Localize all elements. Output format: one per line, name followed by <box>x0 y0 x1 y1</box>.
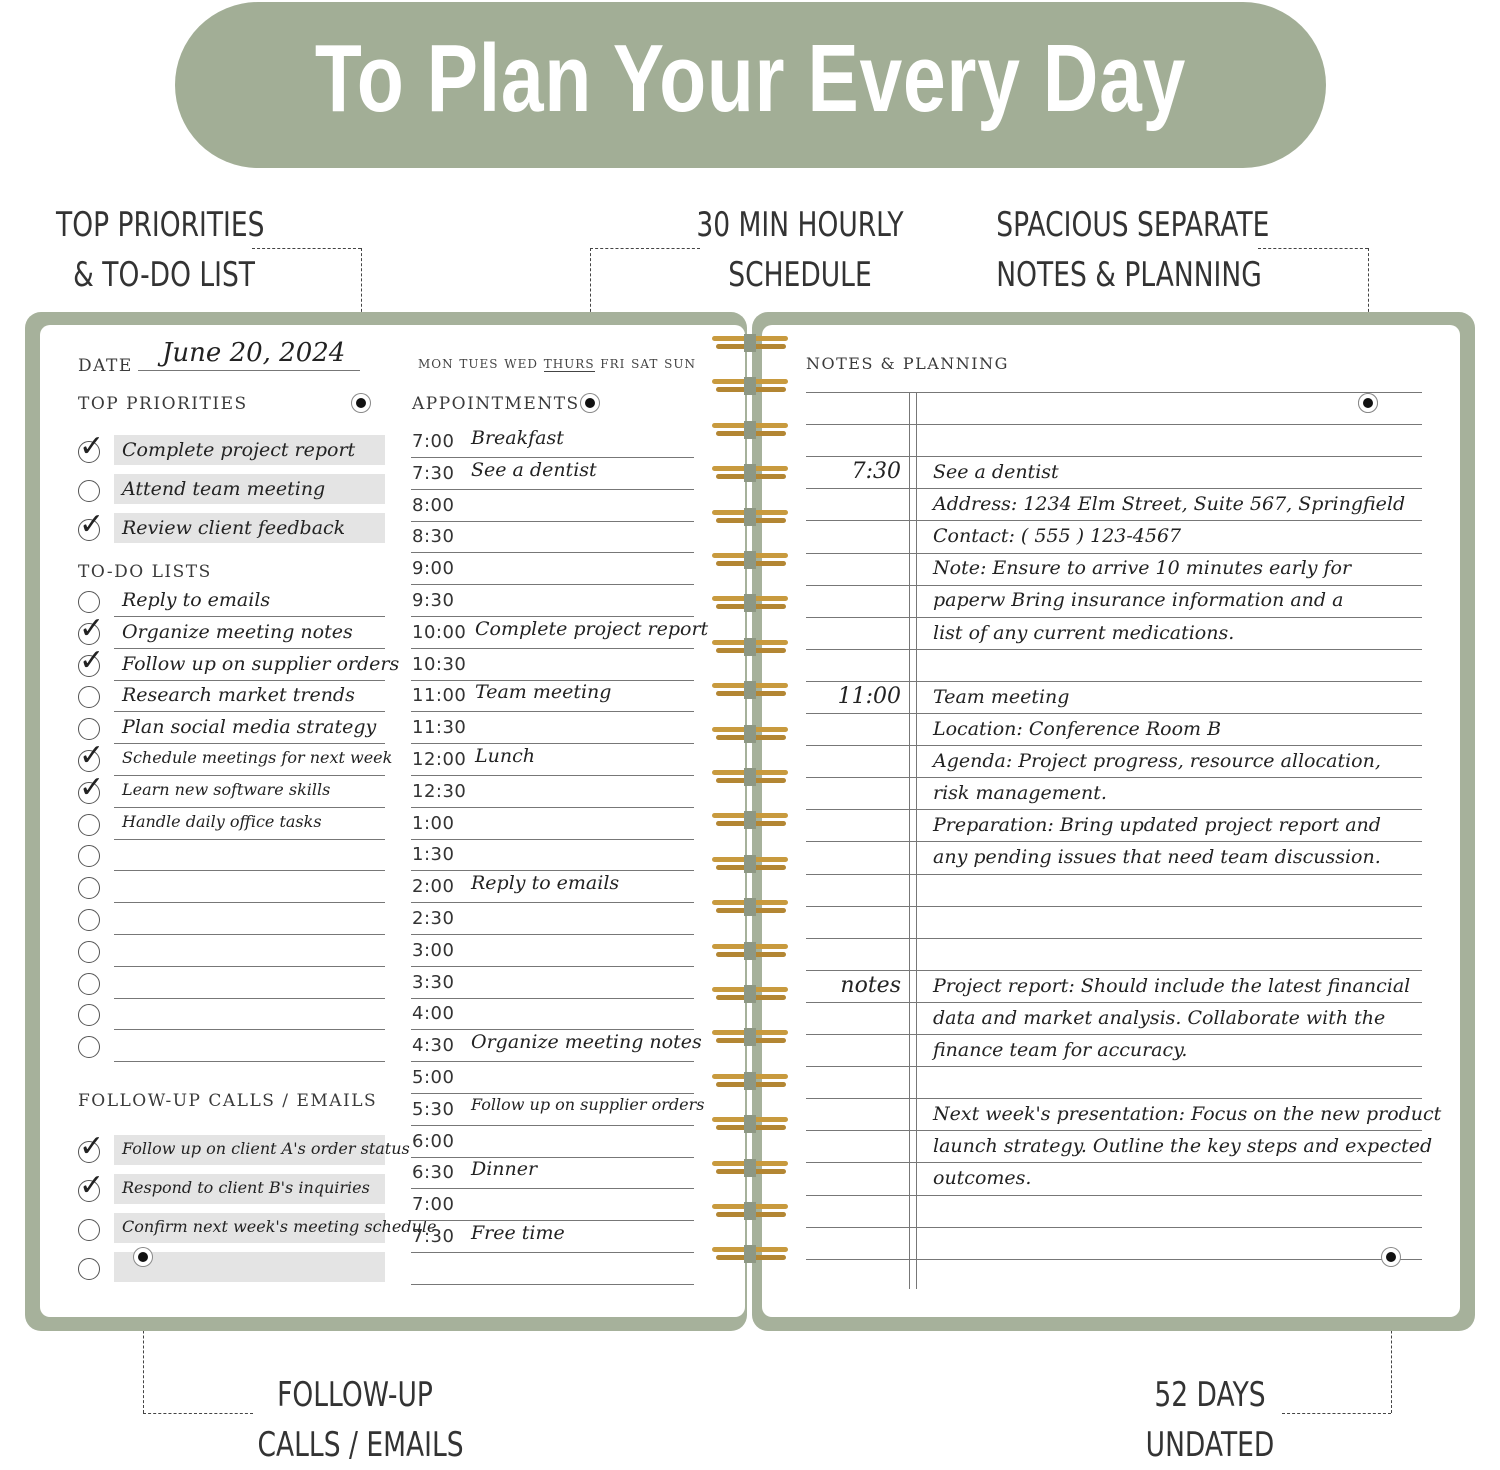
appointment-time: 1:30 <box>412 844 455 866</box>
appointment-row[interactable] <box>411 584 694 617</box>
notes-line <box>806 520 1422 521</box>
spiral-ring-icon <box>712 640 788 655</box>
appointment-time: 7:00 <box>412 431 455 452</box>
callout-line: TOP PRIORITIES <box>56 205 265 245</box>
empty-circle-icon[interactable] <box>78 1258 100 1280</box>
checklist-row[interactable] <box>78 642 400 681</box>
date-value[interactable]: June 20, 2024 <box>162 338 346 368</box>
checklist-text[interactable]: Review client feedback <box>122 517 346 539</box>
margin-line <box>909 392 910 1289</box>
appointment-time: 5:30 <box>412 1098 455 1120</box>
notes-line <box>806 1098 1422 1099</box>
appointment-entry[interactable]: See a dentist <box>471 458 597 481</box>
dot-marker-icon <box>134 1248 152 1266</box>
day-mon[interactable]: MON <box>418 357 454 371</box>
appointment-time: 2:30 <box>412 908 455 929</box>
appointment-row[interactable] <box>411 552 694 585</box>
spiral-ring-icon <box>712 813 788 828</box>
appointments-label: APPOINTMENTS <box>412 394 580 414</box>
leader-line <box>252 248 361 249</box>
empty-circle-icon[interactable] <box>78 1036 100 1058</box>
day-thurs[interactable]: THURS <box>543 357 595 371</box>
checklist-row[interactable] <box>78 1168 385 1206</box>
notes-text[interactable]: Address: 1234 Elm Street, Suite 567, Springfield <box>933 493 1406 516</box>
appointment-row[interactable] <box>411 648 694 681</box>
appointment-row[interactable] <box>411 457 694 490</box>
appointment-time: 6:30 <box>412 1162 455 1184</box>
dot-marker-icon <box>1382 1248 1400 1266</box>
checklist-row[interactable] <box>78 507 385 545</box>
appointment-entry[interactable]: Free time <box>471 1222 565 1244</box>
checklist-text[interactable]: Organize meeting notes <box>122 620 353 643</box>
notes-line <box>806 1130 1422 1131</box>
appointment-time: 3:00 <box>412 939 455 961</box>
spiral-ring-icon <box>712 553 788 568</box>
callout-line: NOTES & PLANNING <box>996 255 1262 295</box>
appointment-row[interactable] <box>411 902 694 935</box>
checklist-text[interactable]: Learn new software skills <box>122 779 331 799</box>
appointment-time: 6:00 <box>412 1130 455 1152</box>
dot-marker-icon <box>581 394 599 412</box>
checkmark-icon: ✓ <box>79 738 105 773</box>
checkmark-icon: ✓ <box>79 507 105 542</box>
appointment-entry[interactable]: Organize meeting notes <box>471 1031 702 1054</box>
appointment-time: 9:30 <box>412 590 455 611</box>
appointment-entry[interactable]: Follow up on supplier orders <box>471 1094 705 1114</box>
empty-circle-icon[interactable] <box>78 686 100 708</box>
notes-line <box>806 456 1422 457</box>
checklist-text[interactable]: Respond to client B's inquiries <box>122 1178 370 1197</box>
checkmark-icon: ✓ <box>79 610 105 646</box>
appointment-row[interactable] <box>411 807 694 840</box>
notes-line <box>806 488 1422 489</box>
leader-line <box>143 1413 253 1414</box>
notes-line <box>806 777 1422 778</box>
notes-line <box>806 841 1422 842</box>
spiral-ring-icon <box>712 683 788 698</box>
appointment-row[interactable] <box>411 997 694 1030</box>
empty-circle-icon[interactable] <box>78 877 100 899</box>
date-label: DATE <box>78 356 133 376</box>
spiral-ring-icon <box>712 1030 788 1045</box>
appointment-row[interactable] <box>411 616 709 649</box>
checklist-text[interactable]: Schedule meetings for next week <box>122 748 393 767</box>
appointment-row[interactable] <box>411 679 694 712</box>
checklist-text[interactable]: Reply to emails <box>122 589 271 611</box>
checklist-text[interactable]: Complete project report <box>122 439 356 461</box>
notes-time: notes <box>840 972 901 998</box>
empty-circle-icon[interactable] <box>78 814 100 836</box>
followup-label: FOLLOW-UP CALLS / EMAILS <box>78 1091 378 1111</box>
notes-time: 7:30 <box>851 459 901 484</box>
appointment-row[interactable] <box>411 1156 694 1189</box>
notes-text[interactable]: Contact: ( 555 ) 123-4567 <box>933 525 1182 548</box>
appointment-row[interactable] <box>411 743 694 776</box>
appointment-row[interactable] <box>411 775 694 808</box>
checklist-text[interactable]: Plan social media strategy <box>122 716 377 739</box>
notes-line <box>806 938 1422 939</box>
notes-line <box>806 392 1422 393</box>
notes-line <box>806 681 1422 682</box>
checklist-row[interactable] <box>78 967 385 999</box>
date-line <box>138 370 360 371</box>
appointment-time: 11:00 <box>412 685 467 707</box>
notes-line <box>806 1034 1422 1035</box>
checklist-row[interactable] <box>78 610 385 649</box>
weekday-selector <box>418 357 696 372</box>
appointment-time: 12:30 <box>412 780 467 802</box>
empty-circle-icon[interactable] <box>78 480 100 502</box>
checklist-row[interactable] <box>78 808 385 840</box>
callout-line: CALLS / EMAILS <box>257 1425 464 1465</box>
appointment-row[interactable] <box>411 1125 694 1158</box>
highlight-box <box>114 1252 385 1282</box>
checklist-row[interactable] <box>78 680 385 712</box>
appointment-row[interactable] <box>411 1220 694 1253</box>
empty-circle-icon[interactable] <box>78 591 100 613</box>
spiral-ring-icon <box>712 900 788 915</box>
notes-line <box>806 874 1422 875</box>
top-priorities-label: TOP PRIORITIES <box>78 394 248 414</box>
empty-circle-icon[interactable] <box>78 1219 100 1241</box>
spiral-ring-icon <box>712 1247 788 1262</box>
appointment-time: 10:00 <box>412 621 467 643</box>
appointment-time: 2:00 <box>412 876 455 898</box>
notes-line <box>806 809 1422 810</box>
checklist-row[interactable] <box>78 1129 410 1167</box>
notes-text[interactable]: Note: Ensure to arrive 10 minutes early for <box>933 557 1352 580</box>
appointment-row[interactable] <box>411 838 694 871</box>
callout-line: UNDATED <box>1145 1425 1275 1465</box>
appointment-row[interactable] <box>411 1061 694 1094</box>
appointment-time: 9:00 <box>412 558 455 580</box>
write-line <box>114 1061 385 1062</box>
notes-label: NOTES & PLANNING <box>806 354 1009 373</box>
checklist-row[interactable] <box>78 998 385 1030</box>
checkmark-icon: ✓ <box>79 429 105 464</box>
appointment-row[interactable] <box>411 520 694 553</box>
appointment-time: 7:30 <box>412 1226 455 1247</box>
appointment-entry[interactable]: Breakfast <box>471 427 564 449</box>
notes-text[interactable]: Preparation: Bring updated project report and <box>933 814 1381 837</box>
callout-followup <box>257 1370 464 1470</box>
spiral-ring-icon <box>712 857 788 872</box>
leader-line <box>590 248 700 249</box>
dot-marker-icon <box>1359 394 1377 412</box>
notes-text[interactable]: Agenda: Project progress, resource allocation, <box>933 749 1381 772</box>
spiral-ring-icon <box>712 987 788 1002</box>
appointment-entry[interactable]: Dinner <box>471 1158 538 1181</box>
appointment-row[interactable] <box>411 934 694 967</box>
notes-line <box>806 1162 1422 1163</box>
notes-text[interactable]: Location: Conference Room B <box>933 717 1222 740</box>
notes-text[interactable]: See a dentist <box>933 461 1059 483</box>
appointment-entry[interactable]: Team meeting <box>475 681 612 704</box>
leader-line <box>1258 248 1368 249</box>
notes-text[interactable]: Next week's presentation: Focus on the new product <box>933 1103 1442 1125</box>
checklist-row[interactable] <box>78 839 385 871</box>
appointment-entry[interactable]: Lunch <box>475 745 535 767</box>
notes-text[interactable]: risk management. <box>933 782 1107 804</box>
callout-line: & TO-DO LIST <box>73 255 256 295</box>
checklist-text[interactable]: Follow up on client A's order status <box>122 1139 410 1158</box>
checklist-text[interactable]: Confirm next week's meeting schedule <box>122 1217 437 1236</box>
appointment-row[interactable] <box>411 425 694 458</box>
notes-line <box>806 553 1422 554</box>
spiral-ring-icon <box>712 770 788 785</box>
empty-circle-icon[interactable] <box>78 909 100 931</box>
notes-time: 11:00 <box>837 683 901 709</box>
notes-line <box>806 1002 1422 1003</box>
empty-circle-icon[interactable] <box>78 718 100 740</box>
spiral-ring-icon <box>712 1074 788 1089</box>
notes-text[interactable]: launch strategy. Outline the key steps and expected <box>933 1135 1433 1158</box>
spiral-ring-icon <box>712 944 788 959</box>
notes-line <box>806 1066 1422 1067</box>
empty-circle-icon[interactable] <box>78 845 100 867</box>
appointment-row[interactable] <box>411 1188 694 1221</box>
checklist-row[interactable] <box>78 871 385 903</box>
callout-line: FOLLOW-UP <box>277 1375 433 1415</box>
notes-text[interactable]: finance team for accuracy. <box>933 1038 1188 1061</box>
notes-line <box>806 649 1422 650</box>
checklist-row[interactable] <box>78 712 385 744</box>
checkmark-icon: ✓ <box>79 642 105 678</box>
appointment-time: 1:00 <box>412 812 455 834</box>
spiral-ring-icon <box>712 727 788 742</box>
dot-marker-icon <box>352 394 370 412</box>
todo-label: TO-DO LISTS <box>78 562 212 582</box>
notes-line <box>806 585 1422 586</box>
notes-text[interactable]: Team meeting <box>933 685 1070 708</box>
appointment-row[interactable] <box>411 489 694 522</box>
appointment-time: 7:30 <box>412 462 455 484</box>
appointment-row[interactable] <box>411 966 694 999</box>
notes-line <box>806 1259 1422 1260</box>
callout-line: SPACIOUS SEPARATE <box>996 205 1270 245</box>
checklist-row[interactable] <box>78 903 385 935</box>
appointment-row[interactable] <box>411 711 694 744</box>
callout-undated <box>1124 1370 1296 1470</box>
notes-line <box>806 1195 1422 1196</box>
day-sun[interactable]: SUN <box>664 357 696 371</box>
empty-circle-icon[interactable] <box>78 1004 100 1026</box>
appointment-row[interactable] <box>411 1093 705 1126</box>
appointment-time: 4:00 <box>412 1003 455 1025</box>
notes-line <box>806 745 1422 746</box>
appointment-time: 8:30 <box>412 526 455 548</box>
spiral-ring-icon <box>712 1117 788 1132</box>
banner-title: To Plan Your Every Day <box>314 25 1187 132</box>
day-fri[interactable]: FRI <box>600 357 626 371</box>
title-banner <box>175 2 1326 168</box>
checklist-text[interactable]: Research market trends <box>122 684 355 707</box>
notes-text[interactable]: Project report: Should include the latest financial <box>933 974 1411 997</box>
callout-line: 30 MIN HOURLY <box>696 205 904 245</box>
spiral-ring-icon <box>712 1161 788 1176</box>
checkmark-icon: ✓ <box>79 1129 105 1164</box>
notes-text[interactable]: outcomes. <box>933 1167 1032 1190</box>
checklist-row[interactable] <box>78 935 385 967</box>
spiral-ring-icon <box>712 596 788 611</box>
spiral-ring-icon <box>712 423 788 438</box>
appointment-time: 7:00 <box>412 1194 455 1216</box>
appointment-time: 5:00 <box>412 1067 455 1088</box>
appointment-row[interactable] <box>411 870 694 903</box>
checklist-row[interactable] <box>78 1252 385 1284</box>
notes-text[interactable]: data and market analysis. Collaborate with the <box>933 1006 1386 1029</box>
appointment-time: 11:30 <box>412 717 467 739</box>
spiral-ring-icon <box>712 379 788 394</box>
appointment-entry[interactable]: Complete project report <box>475 617 709 640</box>
checklist-row[interactable] <box>78 585 385 617</box>
checklist-row[interactable] <box>78 474 385 506</box>
callout-notes <box>996 200 1270 300</box>
leader-line <box>1282 1413 1391 1414</box>
appointment-row[interactable] <box>411 1252 694 1285</box>
appointment-row[interactable] <box>411 1029 702 1062</box>
notes-line <box>806 906 1422 907</box>
notes-line <box>806 424 1422 425</box>
callout-top-priorities <box>56 200 264 300</box>
appointment-time: 3:30 <box>412 971 455 993</box>
checklist-row[interactable] <box>78 429 385 467</box>
day-tues[interactable]: TUES <box>459 357 499 371</box>
callout-line: SCHEDULE <box>728 255 872 295</box>
checkmark-icon: ✓ <box>79 1168 105 1203</box>
appointment-time: 12:00 <box>412 749 467 770</box>
callout-hourly <box>691 200 909 300</box>
empty-circle-icon[interactable] <box>78 941 100 963</box>
checkmark-icon: ✓ <box>79 769 105 805</box>
checklist-row[interactable] <box>78 1030 385 1062</box>
appointment-time: 8:00 <box>412 494 455 516</box>
checklist-text[interactable]: Attend team meeting <box>122 478 326 500</box>
appointment-entry[interactable]: Reply to emails <box>471 872 620 895</box>
notes-line <box>806 970 1422 971</box>
notes-text[interactable]: paperw Bring insurance information and a <box>933 589 1344 612</box>
callout-line: 52 DAYS <box>1154 1375 1266 1415</box>
checklist-row[interactable] <box>78 769 385 808</box>
spiral-ring-icon <box>712 1204 788 1219</box>
empty-circle-icon[interactable] <box>78 973 100 995</box>
margin-line <box>916 392 917 1289</box>
notes-text[interactable]: any pending issues that need team discussion. <box>933 846 1381 869</box>
spiral-ring-icon <box>712 466 788 481</box>
notes-line <box>806 713 1422 714</box>
checklist-row[interactable] <box>78 738 393 776</box>
appointment-time: 10:30 <box>412 653 467 675</box>
notes-line <box>806 1227 1422 1228</box>
spiral-ring-icon <box>712 510 788 525</box>
checklist-text[interactable]: Follow up on supplier orders <box>122 652 400 675</box>
day-sat[interactable]: SAT <box>631 357 659 371</box>
checklist-text[interactable]: Handle daily office tasks <box>122 811 322 831</box>
notes-line <box>806 617 1422 618</box>
notes-text[interactable]: list of any current medications. <box>933 621 1235 644</box>
appointment-time: 4:30 <box>412 1035 455 1057</box>
day-wed[interactable]: WED <box>504 357 538 371</box>
spiral-ring-icon <box>712 336 788 351</box>
